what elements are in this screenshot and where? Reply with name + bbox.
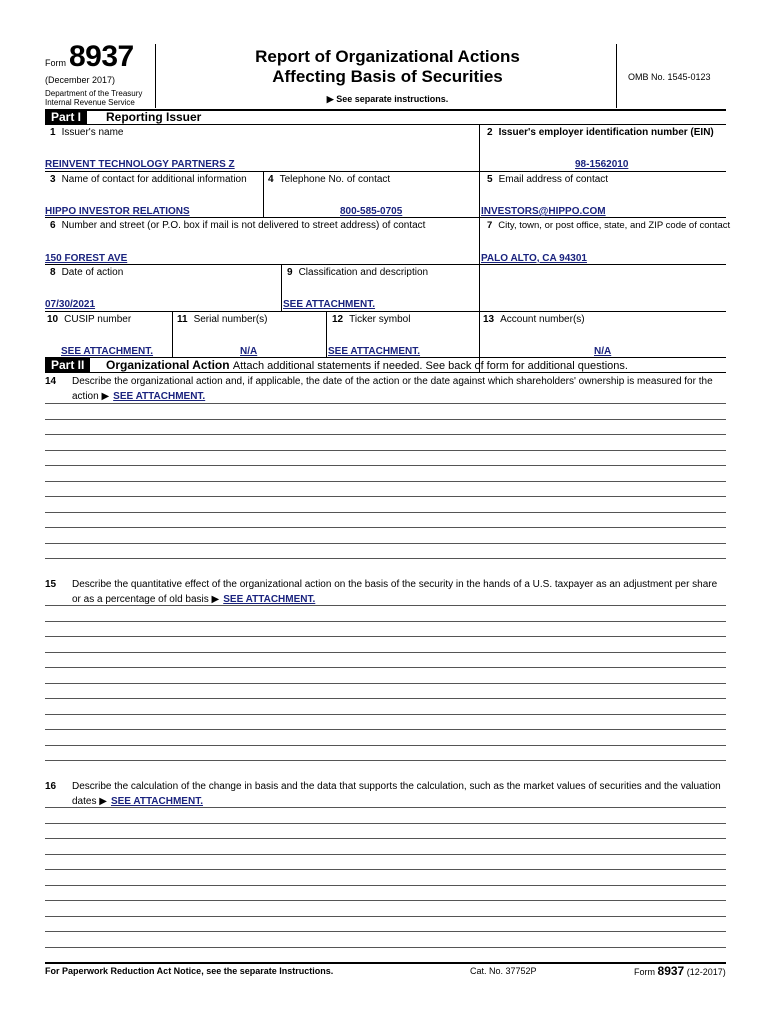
account-value[interactable]: N/A — [594, 346, 612, 357]
part1-title: Reporting Issuer — [106, 110, 202, 124]
part1-tag: Part I — [45, 110, 87, 124]
contact-name-value[interactable]: HIPPO INVESTOR RELATIONS — [45, 206, 190, 217]
q16-text: Describe the calculation of the change in basis and the data that supports the calculation, such as the market values of securities and the valuation dates ▶ SEE ATTACHMENT. — [72, 781, 721, 807]
field-3-label: 3 Name of contact for additional information — [50, 174, 247, 185]
see-instructions: ▶ See separate instructions. — [326, 94, 449, 104]
paperwork-notice: For Paperwork Reduction Act Notice, see the separate Instructions. — [45, 966, 334, 976]
part2-tag: Part II — [45, 358, 90, 372]
street-value[interactable]: 150 FOREST AVE — [45, 253, 128, 264]
field-1-label: 1 Issuer's name — [50, 127, 124, 138]
field-11-label: 11 Serial number(s) — [177, 314, 268, 325]
part2-subtitle: Attach additional statements if needed. See back of form for additional questions. — [232, 360, 628, 372]
q15-number: 15 — [45, 579, 57, 590]
form-revision: (December 2017) — [45, 75, 116, 85]
q14-text: Describe the organizational action and, if applicable, the date of the action or the date against which shareholders' ownership is measured for the action ▶ SEE ATTACHMENT. — [72, 376, 713, 402]
field-12-label: 12 Ticker symbol — [332, 314, 411, 325]
telephone-value[interactable]: 800-585-0705 — [340, 206, 403, 217]
form-word: Form — [45, 58, 66, 68]
city-value[interactable]: PALO ALTO, CA 94301 — [481, 253, 587, 264]
issuer-name-value[interactable]: REINVENT TECHNOLOGY PARTNERS Z — [45, 159, 235, 170]
agency-line-2: Internal Revenue Service — [45, 98, 135, 107]
agency-line-1: Department of the Treasury — [45, 89, 143, 98]
form-title-line-1: Report of Organizational Actions — [255, 47, 520, 66]
field-8-label: 8 Date of action — [50, 267, 124, 278]
field-4-label: 4 Telephone No. of contact — [268, 174, 391, 185]
form-title-line-2: Affecting Basis of Securities — [272, 67, 503, 86]
catalog-number: Cat. No. 37752P — [470, 966, 537, 976]
form-number: 8937 — [69, 40, 134, 73]
q14-number: 14 — [45, 376, 57, 387]
q16-number: 16 — [45, 781, 57, 792]
field-2-label: 2 Issuer's employer identification number (EIN) — [487, 127, 714, 138]
omb-number: OMB No. 1545-0123 — [628, 72, 711, 82]
cusip-value[interactable]: SEE ATTACHMENT. — [61, 346, 154, 357]
field-6-label: 6 Number and street (or P.O. box if mail is not delivered to street address) of contact — [50, 220, 426, 231]
field-10-label: 10 CUSIP number — [47, 314, 132, 325]
ticker-value[interactable]: SEE ATTACHMENT. — [328, 346, 421, 357]
q14-answer[interactable]: SEE ATTACHMENT. — [113, 391, 206, 402]
field-9-label: 9 Classification and description — [287, 267, 429, 278]
footer-form-id: Form 8937 (12-2017) — [634, 964, 726, 978]
field-13-label: 13 Account number(s) — [483, 314, 585, 325]
date-of-action-value[interactable]: 07/30/2021 — [45, 299, 96, 310]
ein-value[interactable]: 98-1562010 — [575, 159, 629, 170]
classification-value[interactable]: SEE ATTACHMENT. — [283, 299, 376, 310]
q15-answer[interactable]: SEE ATTACHMENT. — [223, 594, 316, 605]
q15-text: Describe the quantitative effect of the organizational action on the basis of the security in the hands of a U.S. taxpayer as an adjustment per share or as a percentage of old basis ▶ SEE ATTACHMENT. — [72, 579, 718, 605]
field-7-label: 7 City, town, or post office, state, and ZIP code of contact — [487, 220, 731, 231]
serial-value[interactable]: N/A — [240, 346, 258, 357]
email-value[interactable]: INVESTORS@HIPPO.COM — [481, 206, 606, 217]
field-5-label: 5 Email address of contact — [487, 174, 609, 185]
q16-answer[interactable]: SEE ATTACHMENT. — [110, 796, 203, 807]
part2-title: Organizational Action Attach additional statements if needed. See back of form for additional questions. — [106, 358, 628, 372]
